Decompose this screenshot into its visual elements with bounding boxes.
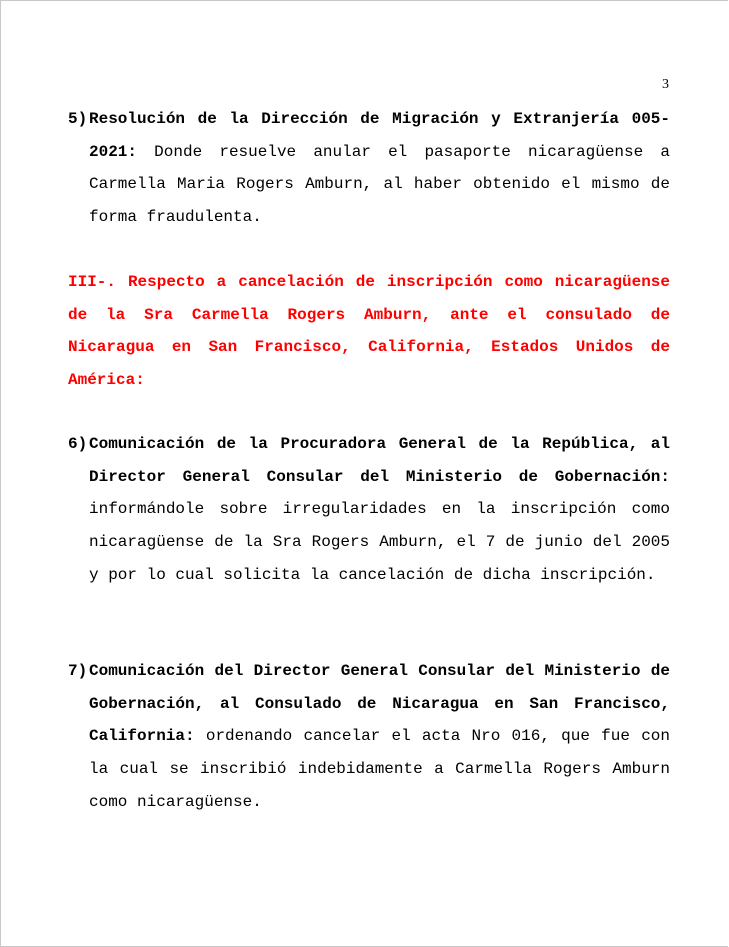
item-title: Comunicación del Director General Consular del Ministerio de Gobernación, al Consulado de Nicaragua en San Francisco, California: xyxy=(89,662,670,746)
item-title: Resolución de la Dirección de Migración y Extranjería 005-2021: xyxy=(89,110,670,161)
item-title: Comunicación de la Procuradora General de la República, al Director General Consular del Ministerio de Gobernación: xyxy=(89,435,670,486)
item-body xyxy=(89,655,670,819)
item-text: Donde resuelve anular el pasaporte nicaragüense a Carmella Maria Rogers Amburn, al haber obtenido el mismo de forma fraudulenta. xyxy=(89,142,670,227)
page-number: 3 xyxy=(662,77,669,92)
item-text: ordenando cancelar el acta Nro 016, que fue con la cual se inscribió indebidamente a Carmella Rogers Amburn como nicaragüense. xyxy=(89,727,670,811)
list-item xyxy=(68,103,670,234)
list-item xyxy=(68,655,670,819)
list-item xyxy=(68,428,670,592)
item-body xyxy=(89,428,670,592)
item-number: 6) xyxy=(68,435,88,453)
item-body xyxy=(89,103,670,234)
item-number: 5) xyxy=(68,110,88,128)
item-text: informándole sobre irregularidades en la inscripción como nicaragüense de la Sra Rogers Amburn, el 7 de junio del 2005 y por lo cual solicita la cancelación de dicha inscripción. xyxy=(89,500,670,584)
section-heading: III-. Respecto a cancelación de inscripción como nicaragüense de la Sra Carmella Rogers Amburn, ante el consulado de Nicaragua en San Francisco, California, Estados Unidos de América: xyxy=(68,273,670,390)
item-number: 7) xyxy=(68,662,88,680)
